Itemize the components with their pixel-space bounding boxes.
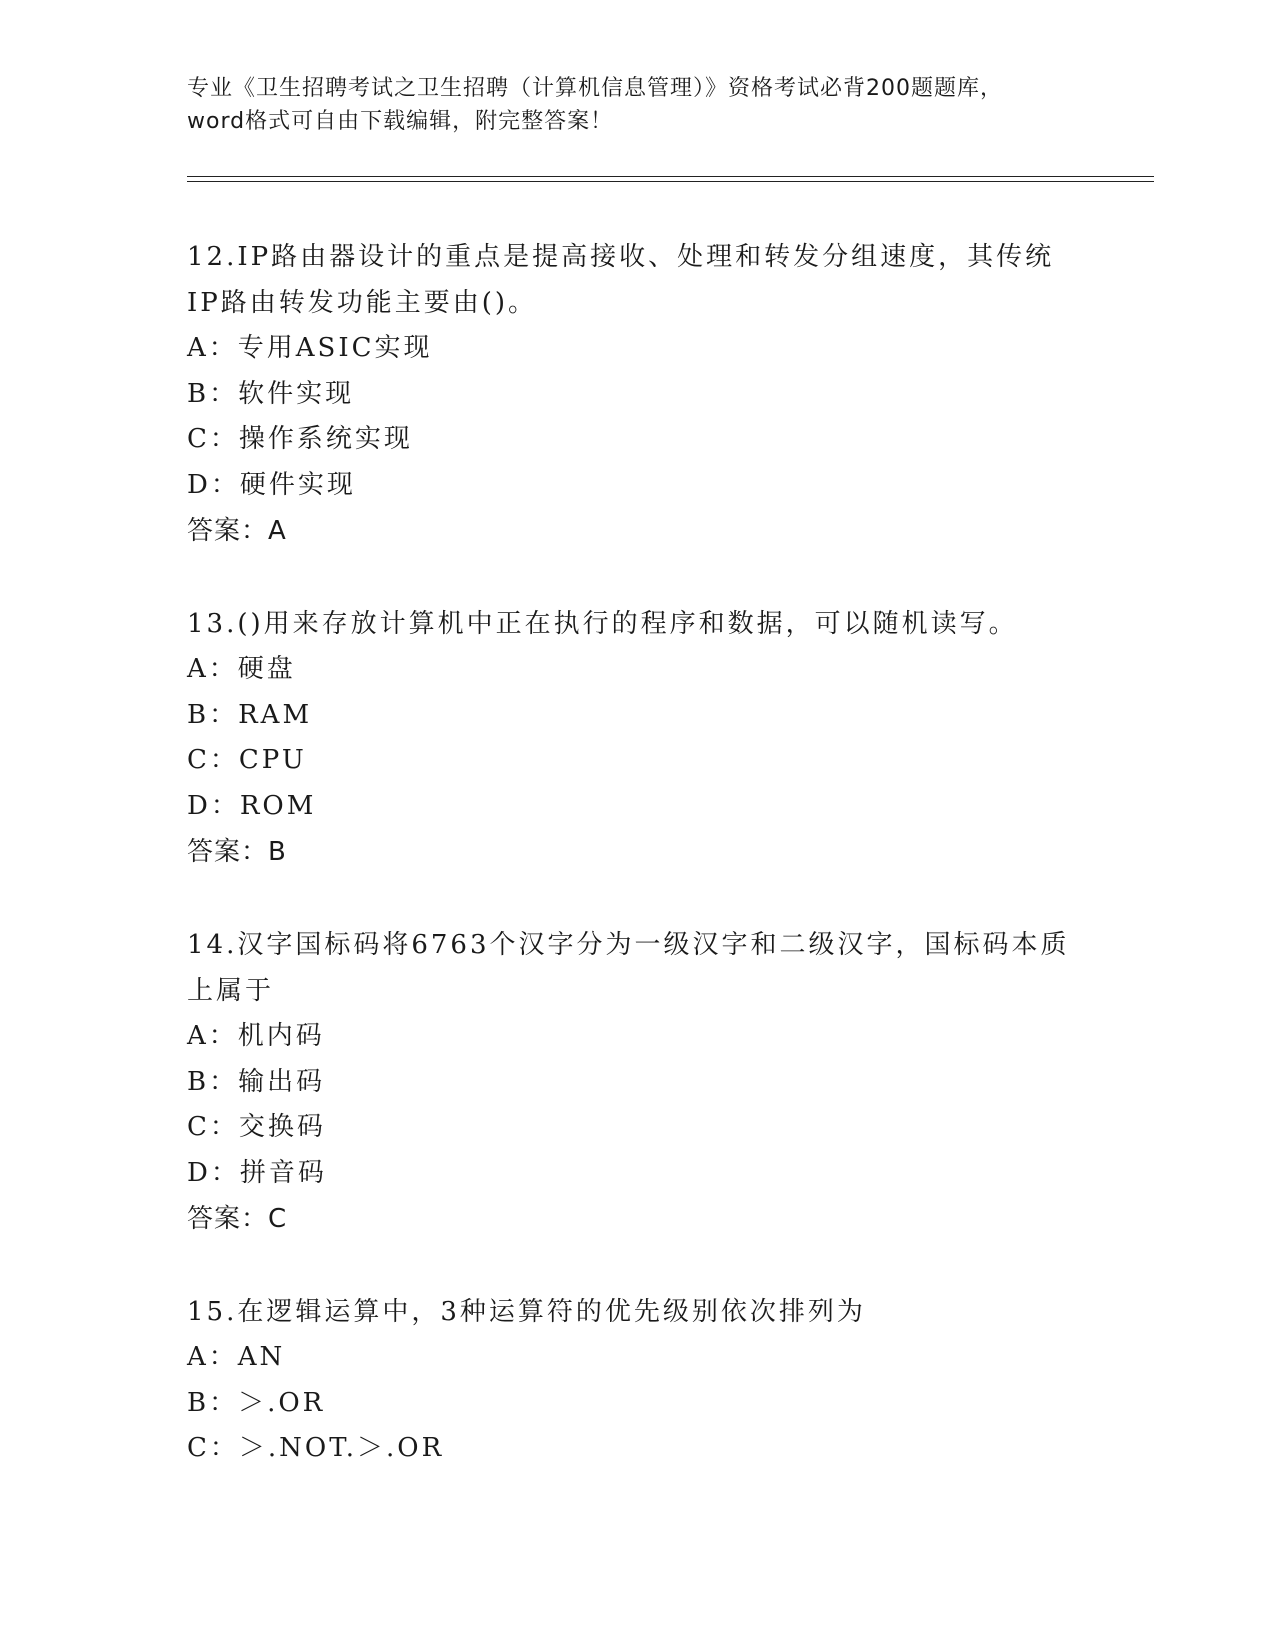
option-b: B：软件实现: [187, 378, 355, 409]
option-d: D：硬件实现: [187, 469, 356, 500]
answer-label: 答案：: [187, 516, 269, 546]
answer-label: 答案：: [187, 1204, 269, 1234]
option-d: D：ROM: [187, 790, 317, 821]
question-15: [187, 1289, 1107, 1472]
option-c: C：＞.NOT.＞.OR: [187, 1433, 445, 1463]
option-b: B：RAM: [187, 699, 313, 730]
option-b: B：＞.OR: [187, 1387, 326, 1418]
header-divider-bottom: [187, 181, 1154, 182]
header-line-2: word格式可自由下载编辑，附完整答案！: [187, 109, 614, 134]
answer-value: A: [268, 516, 287, 546]
question-14: [187, 922, 1107, 1242]
answer: [187, 508, 1107, 554]
option-a: A：机内码: [187, 1021, 325, 1051]
question-text-continued: IP路由转发功能主要由()。: [187, 288, 538, 318]
option-c: C：操作系统实现: [187, 424, 413, 454]
answer-value: B: [268, 837, 287, 867]
document-header: [187, 72, 1087, 138]
question-12: [187, 234, 1107, 554]
question-text: 14.汉字国标码将6763个汉字分为一级汉字和二级汉字，国标码本质: [187, 930, 1070, 960]
option-a: A：AN: [187, 1342, 286, 1372]
option-c: C：交换码: [187, 1112, 326, 1142]
header-divider-top: [187, 176, 1154, 177]
answer-label: 答案：: [187, 837, 269, 867]
question-text-continued: 上属于: [187, 976, 275, 1006]
question-text: 15.在逻辑运算中，3种运算符的优先级别依次排列为: [187, 1297, 866, 1327]
header-line-1: 专业《卫生招聘考试之卫生招聘（计算机信息管理）》资格考试必背200题题库，: [187, 76, 1003, 101]
option-c: C：CPU: [187, 745, 307, 775]
option-b: B：输出码: [187, 1066, 326, 1097]
option-a: A：专用ASIC实现: [187, 333, 433, 363]
question-13: [187, 601, 1107, 875]
answer-value: C: [268, 1204, 288, 1234]
question-text: 12.IP路由器设计的重点是提高接收、处理和转发分组速度，其传统: [187, 242, 1055, 272]
question-text: 13.()用来存放计算机中正在执行的程序和数据，可以随机读写。: [187, 609, 1018, 639]
answer: [187, 829, 1107, 875]
option-a: A：硬盘: [187, 654, 296, 684]
question-list: [187, 234, 1107, 1472]
answer: [187, 1196, 1107, 1242]
option-d: D：拼音码: [187, 1157, 327, 1188]
